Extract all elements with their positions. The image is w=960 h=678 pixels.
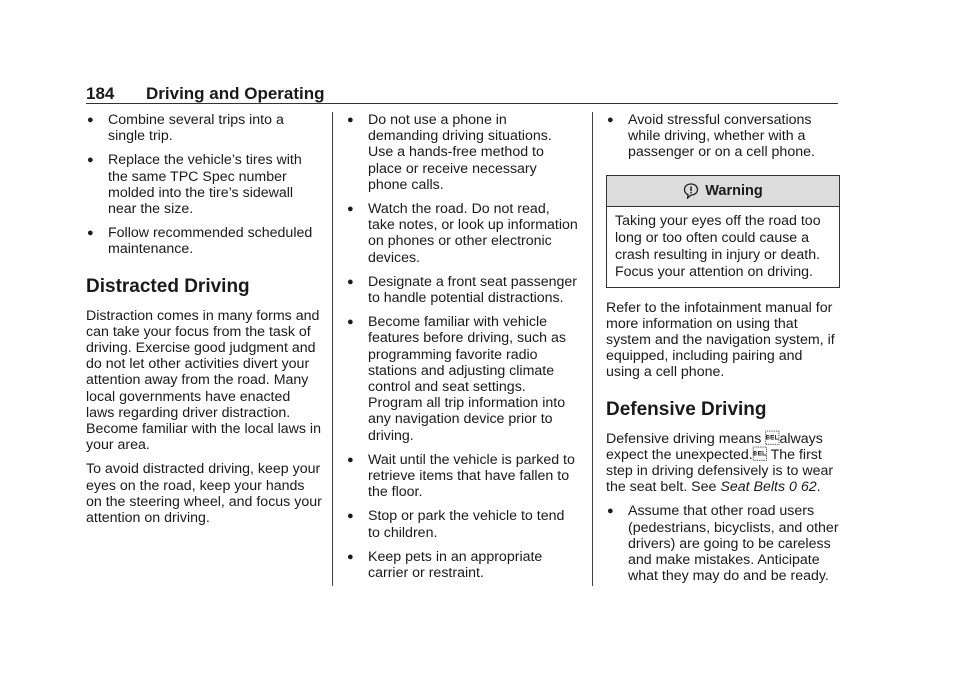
seat-belts-link[interactable]: Seat Belts 0 62 xyxy=(720,479,817,496)
page-ref-arrow-icon: 0 xyxy=(789,479,797,496)
bullet-icon: ● xyxy=(347,114,354,126)
list-item: ● Designate a front seat passenger to handle potential distractions. xyxy=(347,273,578,307)
warning-text: Taking your eyes off the road too long or too often could cause a crash resulting in injury or death. Focus your attention on driving. xyxy=(615,212,821,280)
list-item: ● Combine several trips into a single trip. xyxy=(87,112,284,145)
bullet-icon: ● xyxy=(347,203,354,216)
bullet-icon: ● xyxy=(87,114,94,126)
heading-defensive-driving: Defensive Driving xyxy=(606,398,767,420)
list-item: ● Assume that other road users (pedestrians, bicyclists, and other drivers) are going to be careless and make mistakes. Anticipate what they may do and be ready. xyxy=(607,503,839,585)
bullet-list xyxy=(86,112,322,258)
paragraph: To avoid distracted driving, keep your eyes on the road, keep your hands on the steering wheel, and focus your attention on driving. xyxy=(86,461,322,527)
list-item: ● Become familiar with vehicle features before driving, such as programming favorite radio stations and adjusting climate control and seat settings. Program all trip information into any navigation device prior to driving. xyxy=(347,314,566,444)
bullet-list xyxy=(606,112,840,161)
warning-bubble-icon xyxy=(683,183,699,199)
column-divider-1 xyxy=(332,112,333,586)
bullet-icon: ● xyxy=(347,510,354,523)
heading-distracted-driving: Distracted Driving xyxy=(86,275,250,297)
bullet-list xyxy=(346,112,580,581)
bullet-icon: ● xyxy=(607,114,614,126)
bullet-icon: ● xyxy=(87,227,94,240)
page-header xyxy=(86,84,838,104)
list-item: ● Follow recommended scheduled maintenance. xyxy=(87,225,313,258)
bullet-icon: ● xyxy=(347,550,354,563)
list-item: ● Watch the road. Do not read, take notes, or look up information on phones or other electronic devices. xyxy=(347,201,578,266)
column-left xyxy=(86,112,322,534)
bullet-icon: ● xyxy=(347,453,354,466)
paragraph: Refer to the infotainment manual for more information on using that system and the navigation system, if equipped, including pairing and using a cell phone. xyxy=(606,299,835,381)
list-item: ● Keep pets in an appropriate carrier or restraint. xyxy=(347,548,543,582)
bullet-icon: ● xyxy=(347,316,354,329)
list-item: ● Avoid stressful conversations while driving, whether with a passenger or on a cell phone. xyxy=(607,112,815,161)
bullet-icon: ● xyxy=(87,154,94,167)
column-middle xyxy=(346,112,580,589)
bullet-icon: ● xyxy=(607,505,614,518)
paragraph: Defensive driving means always expect the unexpected. The first step in driving defensively is to wear the seat belt. See Seat Belts 0 62. xyxy=(606,430,834,496)
warning-box xyxy=(606,175,840,288)
list-item: ● Stop or park the vehicle to tend to children. xyxy=(347,508,565,541)
list-item: ● Wait until the vehicle is parked to retrieve items that have fallen to the floor. xyxy=(347,451,575,501)
section-title: Driving and Operating xyxy=(146,84,325,103)
warning-title: Warning xyxy=(705,182,763,199)
bullet-icon: ● xyxy=(347,275,354,288)
column-right xyxy=(606,112,840,592)
page-number: 184 xyxy=(86,84,115,103)
bullet-list xyxy=(606,503,840,584)
list-item: ● Do not use a phone in demanding driving situations. Use a hands-free method to place or receive necessary phone calls. xyxy=(347,112,552,193)
list-item: ● Replace the vehicle’s tires with the same TPC Spec number molded into the tire’s sidewall near the size. xyxy=(87,152,302,218)
paragraph: Distraction comes in many forms and can take your focus from the task of driving. Exercise good judgment and do not let other activities divert your attention away from the road. Many local governments have enacted laws regarding driver distraction. Become familiar with the local laws in your area. xyxy=(86,307,321,454)
column-divider-2 xyxy=(592,112,593,586)
header-rule xyxy=(86,103,838,104)
warning-header xyxy=(607,176,839,207)
